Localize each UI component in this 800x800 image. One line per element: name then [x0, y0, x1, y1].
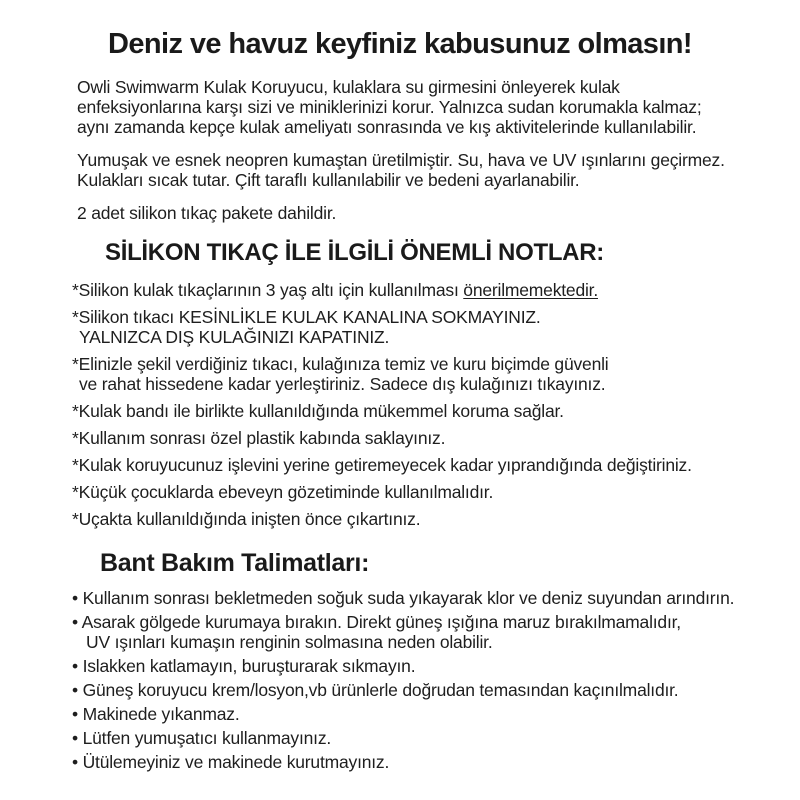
care-instruction-item: • Asarak gölgede kurumaya bırakın. Direkt güneş ışığına maruz bırakılmamalıdır, UV ışınları kumaşın renginin solmasına neden olabilir.	[72, 612, 681, 652]
included-items-paragraph: 2 adet silikon tıkaç pakete dahildir.	[77, 203, 337, 223]
care-instruction-item: • Lütfen yumuşatıcı kullanmayınız.	[72, 728, 332, 748]
silicone-note-item: *Silikon tıkacı KESİNLİKLE KULAK KANALINA SOKMAYINIZ. YALNIZCA DIŞ KULAĞINIZI KAPATINIZ.	[72, 307, 541, 347]
silicone-notes-heading: SİLİKON TIKAÇ İLE İLGİLİ ÖNEMLİ NOTLAR:	[105, 239, 604, 266]
silicone-note-item: *Küçük çocuklarda ebeveyn gözetiminde kullanılmalıdır.	[72, 482, 494, 502]
silicone-note-item: *Uçakta kullanıldığında inişten önce çıkartınız.	[72, 509, 421, 529]
silicone-note-item: *Kulak bandı ile birlikte kullanıldığında mükemmel koruma sağlar.	[72, 401, 564, 421]
care-instructions-list	[72, 588, 758, 772]
material-paragraph: Yumuşak ve esnek neopren kumaştan üretilmiştir. Su, hava ve UV ışınlarını geçirmez. Kulakları sıcak tutar. Çift taraflı kullanılabilir ve bedeni ayarlanabilir.	[77, 150, 725, 190]
silicone-note-item: *Kullanım sonrası özel plastik kabında saklayınız.	[72, 428, 446, 448]
silicone-note-item: *Silikon kulak tıkaçlarının 3 yaş altı için kullanılması önerilmemektedir.	[72, 280, 598, 300]
silicone-notes-list	[72, 280, 758, 529]
page-title: Deniz ve havuz keyfiniz kabusunuz olmasın!	[108, 28, 692, 60]
intro-paragraph: Owli Swimwarm Kulak Koruyucu, kulaklara su girmesini önleyerek kulak enfeksiyonlarına karşı sizi ve miniklerinizi korur. Yalnızca sudan korumakla kalmaz; aynı zamanda kepçe kulak ameliyatı sonrasında ve kış aktivitelerinde kullanılabilir.	[77, 77, 702, 137]
silicone-note-item: *Kulak koruyucunuz işlevini yerine getiremeyecek kadar yıprandığında değiştiriniz.	[72, 455, 692, 475]
care-instruction-item: • Güneş koruyucu krem/losyon,vb ürünlerle doğrudan temasından kaçınılmalıdır.	[72, 680, 679, 700]
care-instruction-item: • Makinede yıkanmaz.	[72, 704, 240, 724]
care-instruction-item: • Kullanım sonrası bekletmeden soğuk suda yıkayarak klor ve deniz suyundan arındırın.	[72, 588, 735, 608]
silicone-note-item: *Elinizle şekil verdiğiniz tıkacı, kulağınıza temiz ve kuru biçimde güvenli ve rahat hissedene kadar yerleştiriniz. Sadece dış kulağınızı tıkayınız.	[72, 354, 609, 394]
care-instruction-item: • Ütülemeyiniz ve makinede kurutmayınız.	[72, 752, 390, 772]
care-instruction-item: • Islakken katlamayın, buruşturarak sıkmayın.	[72, 656, 416, 676]
care-instructions-heading: Bant Bakım Talimatları:	[100, 549, 370, 577]
